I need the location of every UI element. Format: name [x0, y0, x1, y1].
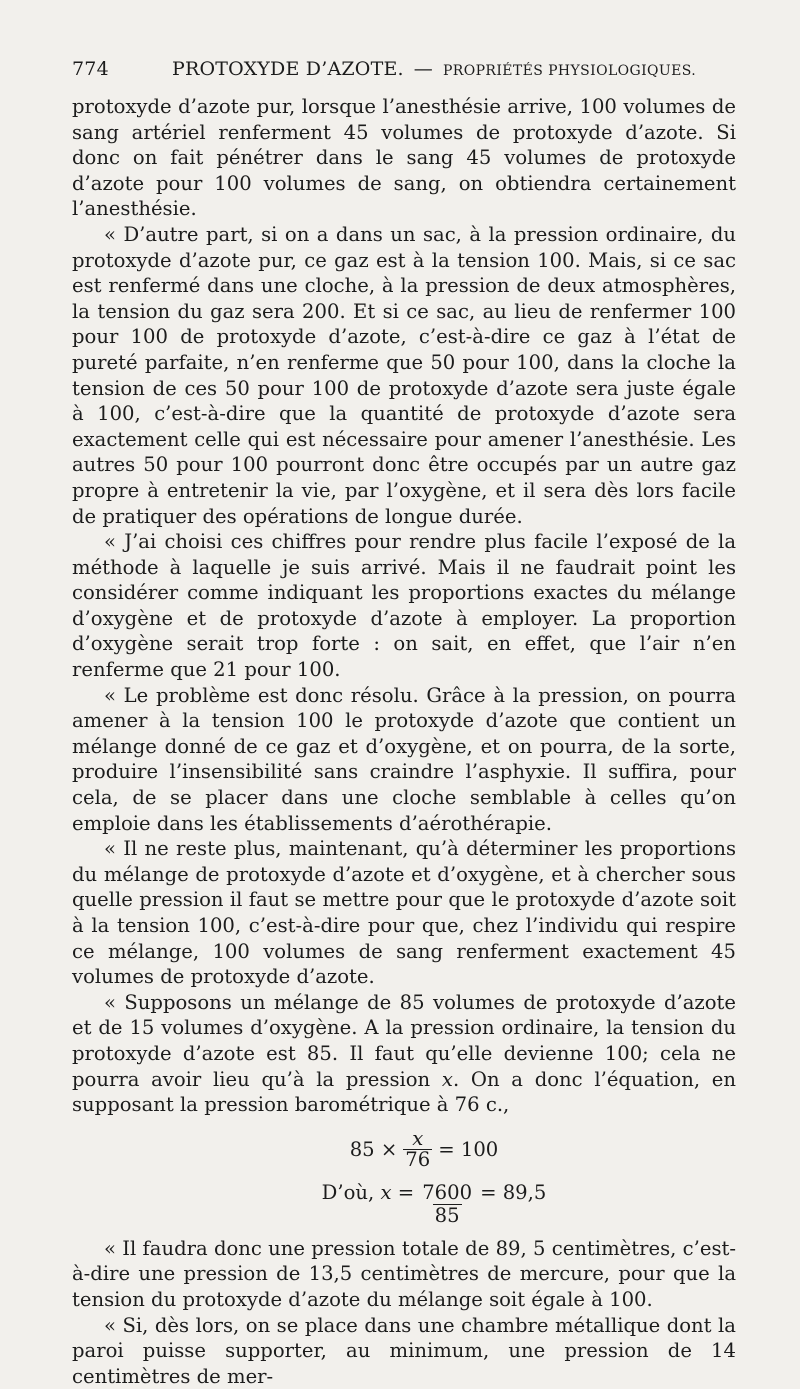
running-head — [72, 58, 736, 94]
body-text — [72, 94, 736, 1389]
equation-2-equals: = — [397, 1180, 415, 1204]
equation-1-left: 85 × — [349, 1137, 398, 1161]
variable-x: x — [441, 1067, 453, 1091]
equation-2 — [132, 1182, 736, 1236]
paragraph-2: « D’autre part, si on a dans un sac, à la pression ordinaire, du protoxyde d’azote pur, ce gaz est à la tension 100. Mais, si ce sac est renfermé dans une cloche, à la pression de deux atmosphères, la tension du gaz sera 200. Et si ce sac, au lieu de renfermer 100 pour 100 de protoxyde d’azote, c’est-à-dire ce gaz à l’état de pureté parfaite, n’en renferme que 50 pour 100, dans la cloche la tension de ces 50 pour 100 de protoxyde d’azote sera juste égale à 100, c’est-à-dire que la quantité de protoxyde d’azote sera exactement celle qui est nécessaire pour amener l’anesthésie. Les autres 50 pour 100 pourront donc être occupés par un autre gaz propre à entretenir la vie, par l’oxygène, et il sera dès lors facile de pratiquer des opérations de longue durée. — [72, 222, 736, 528]
equation-2-denominator: 85 — [434, 1203, 460, 1227]
paragraph-7: « Il faudra donc une pression totale de 89, 5 centimètres, c’est-à-dire une pression de 13,5 centimètres de mercure, pour que la tension du protoxyde d’azote du mélange soit égale à 100. — [72, 1236, 736, 1311]
equation-1-denominator: 76 — [405, 1148, 431, 1172]
paragraph-4: « Le problème est donc résolu. Grâce à la pression, on pourra amener à la tension 100 le protoxyde d’azote que contient un mélange donné de ce gaz et d’oxygène, et on pourra, de la sorte, produire l’insensibilité sans craindre l’asphyxie. Il suffira, pour cela, de se placer dans une cloche semblable à celles qu’on emploie dans les établissements d’aérothérapie. — [72, 683, 736, 835]
paragraph-8: « Si, dès lors, on se place dans une chambre métallique dont la paroi puisse supporter, au minimum, une pression de 14 centimètres de mer- — [72, 1313, 736, 1388]
equation-1-fraction — [403, 1129, 432, 1170]
equation-2-result: = 89,5 — [480, 1180, 547, 1204]
running-head-title: PROTOXYDE D’AZOTE. — [172, 58, 404, 80]
paragraph-6-part-2: . On a donc l’équation, en supposant la pression barométrique à 76 c., — [72, 1067, 736, 1117]
equation-1-numerator: x — [412, 1127, 424, 1151]
paragraph-6 — [72, 990, 736, 1118]
equation-2-variable: x — [380, 1180, 392, 1204]
running-head-dash: — — [413, 58, 433, 80]
equation-1-right: = 100 — [438, 1137, 499, 1161]
equation-2-numerator: 7600 — [422, 1180, 473, 1204]
page-number: 774 — [72, 58, 109, 80]
equation-2-fraction — [420, 1182, 474, 1227]
paragraph-3: « J’ai choisi ces chiffres pour rendre plus facile l’exposé de la méthode à laquelle je suis arrivé. Mais il ne faudrait point les considérer comme indiquant les proportions exactes du mélange d’oxygène et de protoxyde d’azote à employer. La proportion d’oxygène serait trop forte : on sait, en effet, que l’air n’en renferme que 21 pour 100. — [72, 530, 736, 682]
running-head-subtitle: PROPRIÉTÉS PHYSIOLOGIQUES. — [442, 63, 697, 79]
equation-1 — [112, 1118, 736, 1182]
paragraph-5: « Il ne reste plus, maintenant, qu’à déterminer les proportions du mélange de protoxyde d’azote et d’oxygène, et à chercher sous quelle pression il faut se mettre pour que le protoxyde d’azote soit à la tension 100, c’est-à-dire pour que, chez l’individu qui respire ce mélange, 100 volumes de sang renferment exactement 45 volumes de protoxyde d’azote. — [72, 837, 736, 989]
paragraph-6-part-1: « Supposons un mélange de 85 volumes de protoxyde d’azote et de 15 volumes d’oxygène. A la pression ordinaire, la tension du protoxyde d’azote est 85. Il faut qu’elle devienne 100; cela ne pourra avoir lieu qu’à la pression — [72, 990, 736, 1091]
equation-2-prefix: D’où, — [321, 1180, 375, 1204]
paragraph-1: protoxyde d’azote pur, lorsque l’anesthésie arrive, 100 volumes de sang artériel renferment 45 volumes de protoxyde d’azote. Si donc on fait pénétrer dans le sang 45 volumes de protoxyde d’azote pour 100 volumes de sang, on obtiendra certainement l’anesthésie. — [72, 95, 736, 221]
